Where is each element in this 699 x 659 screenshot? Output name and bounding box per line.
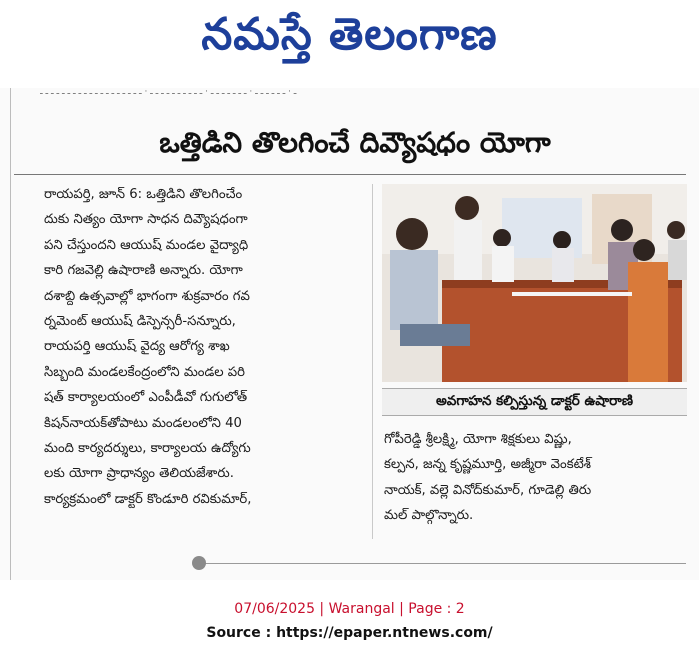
body-line: రాయపర్తి, జూన్ 6: ఒత్తిడిని తొలగించేం [44, 187, 243, 202]
body-line: దుకు నిత్యం యోగా సాధన దివ్యౌషధంగా [44, 212, 248, 228]
body-line: సిబ్బంది మండలకేంద్రంలోని మండల పరి [44, 364, 245, 380]
horizontal-scrollbar[interactable] [192, 556, 687, 570]
body-line: కారి గజవెల్లి ఉషారాణి అన్నారు. యోగా [44, 263, 243, 279]
masthead-title: నమస్తే తెలంగాణ [201, 9, 498, 60]
article-clipping [0, 88, 699, 580]
body-line: కార్యక్రమంలో డాక్టర్ కొండూరి రవికుమార్, [44, 491, 252, 507]
article-headline: ఒత్తిడిని తొలగించే దివ్యౌషధం యోగా [159, 126, 551, 159]
cut-off-text-line: ـ · ـ ـ ـ ـ ـ ـ · ـ ـ ـ ـ ـ ـ ـ · ـ ـ ـ ـ ـ ـ ـ ـ ـ ـ · ـ ـ ـ ـ ـ ـ ـ ـ ـ ـ ـ ـ ـ ـ ـ ـ ـ ـ ـ [40, 88, 297, 96]
body-line: మంది కార్యదర్శులు, కార్యాలయ ఉద్యోగు [44, 441, 251, 457]
yoga-awareness-photo [382, 184, 687, 382]
body-line: దశాబ్ది ఉత్సవాల్లో భాగంగా శుక్రవారం గవ [44, 288, 250, 304]
clipping-edge [10, 88, 11, 580]
body-line: మల్ పాల్గొన్నారు. [384, 508, 474, 524]
article-body-left-column [44, 182, 362, 512]
body-line: లకు యోగా ప్రాధాన్యం తెలియజేశారు. [44, 466, 234, 482]
scrollbar-thumb[interactable] [192, 556, 206, 570]
body-line: ర్నమెంట్ ఆయుష్ డిస్పెన్సరీ-సన్నూరు, [44, 314, 236, 330]
article-photo [382, 184, 687, 382]
source-link[interactable]: Source : https://epaper.ntnews.com/ [206, 625, 493, 641]
scrollbar-track [198, 563, 686, 564]
body-line: కిషన్‌నాయక్‌తోపాటు మండలంలోని 40 [44, 415, 242, 431]
body-line: గోపీరెడ్డి శ్రీలక్ష్మి, యోగా శిక్షకులు విష్ణు, [384, 432, 572, 447]
newspaper-masthead [0, 0, 699, 80]
body-line: షత్ కార్యాలయంలో ఎంపీడీవో గుగులోత్ [44, 390, 248, 406]
body-line: రాయపర్తి ఆయుష్ వైద్య ఆరోగ్య శాఖ [44, 339, 230, 355]
article-body-right-column [384, 427, 689, 529]
column-divider [372, 184, 373, 539]
photo-caption: అవగాహన కల్పిస్తున్న డాక్టర్ ఉషారాణి [382, 388, 687, 416]
page-footer [0, 597, 699, 645]
body-line: నాయక్, వల్లె వినోద్‌కుమార్, గూడెల్లి తిరు [384, 482, 592, 498]
edition-info: 07/06/2025 | Warangal | Page : 2 [234, 601, 465, 617]
body-line: కల్పన, జన్న కృష్ణమూర్తి, అజ్మీరా వెంకటేశ్ [384, 457, 592, 473]
headline-rule [14, 174, 686, 175]
body-line: పని చేస్తుందని ఆయుష్ మండల వైద్యాధి [44, 237, 249, 253]
